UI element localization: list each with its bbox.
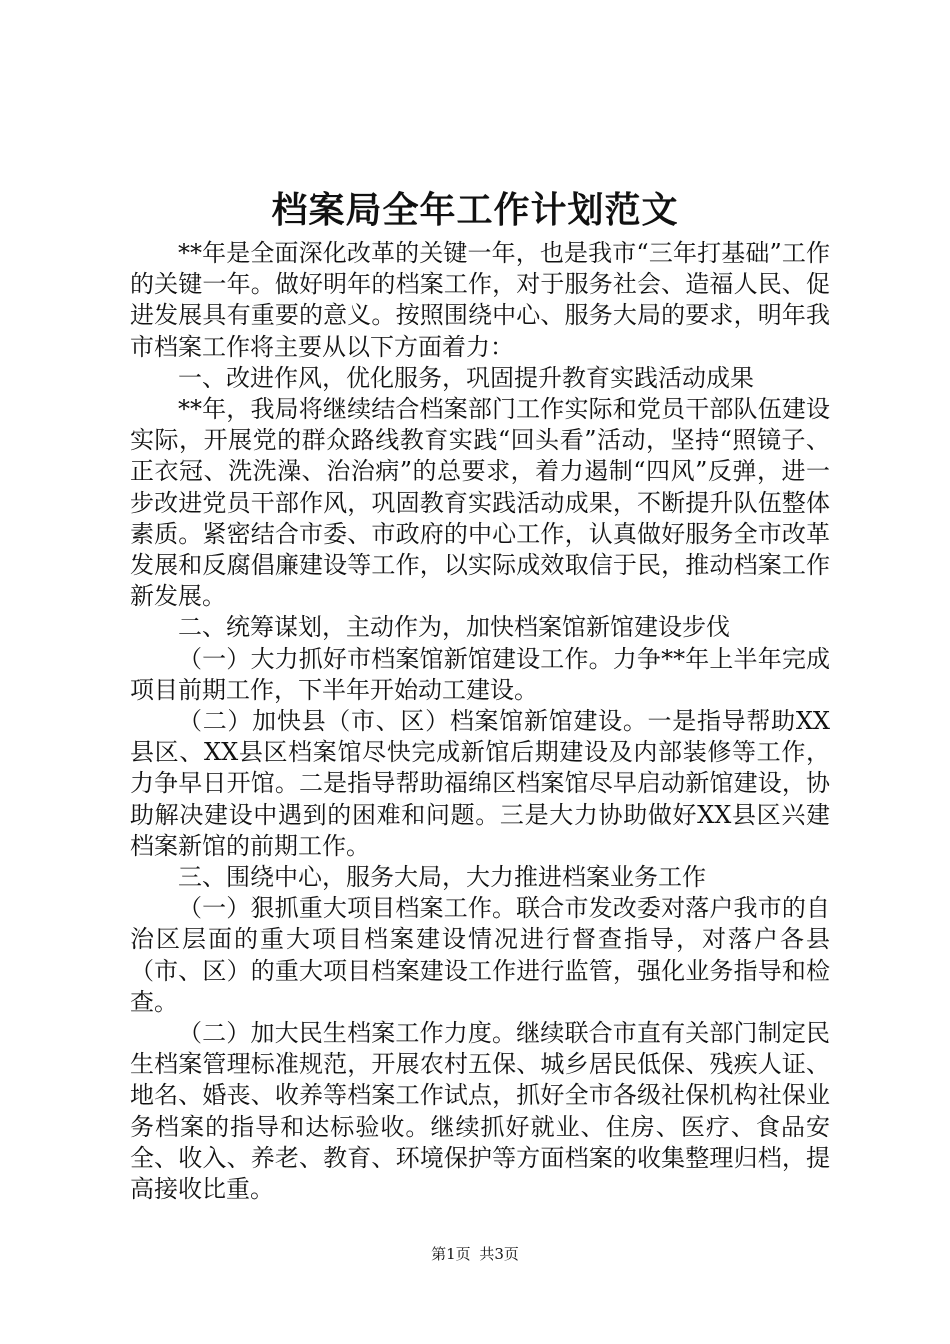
page-number-total: 共3页: [479, 1245, 519, 1263]
paragraph-section-2-item-2: （二）加快县（市、区）档案馆新馆建设。一是指导帮助XX县区、XX县区档案馆尽快完成新馆后期建设及内部装修等工作，力争早日开馆。二是指导帮助福绵区档案馆尽早启动新馆建设，协助解决建设中遇到的困难和问题。三是大力协助做好XX县区兴建档案新馆的前期工作。: [130, 707, 830, 860]
paragraph-intro: **年是全面深化改革的关键一年，也是我市“三年打基础”工作的关键一年。做好明年的档案工作，对于服务社会、造福人民、促进发展具有重要的意义。按照围绕中心、服务大局的要求，明年我市档案工作将主要从以下方面着力：: [130, 239, 830, 361]
paragraph-section-2-item-1: （一）大力抓好市档案馆新馆建设工作。力争**年上半年完成项目前期工作，下半年开始动工建设。: [130, 644, 830, 704]
document-body: [130, 238, 830, 1205]
page-footer: [0, 1244, 950, 1264]
section-heading-3: 三、围绕中心，服务大局，大力推进档案业务工作: [178, 863, 706, 892]
section-heading-1: 一、改进作风，优化服务，巩固提升教育实践活动成果: [178, 363, 754, 392]
document-title: 档案局全年工作计划范文: [271, 189, 679, 231]
section-heading-2: 二、统筹谋划，主动作为，加快档案馆新馆建设步伐: [178, 613, 730, 642]
paragraph-section-1: **年，我局将继续结合档案部门工作实际和党员干部队伍建设实际，开展党的群众路线教育实践“回头看”活动，坚持“照镜子、正衣冠、洗洗澡、治治病”的总要求，着力遏制“四风”反弹，进一步改进党员干部作风，巩固教育实践活动成果，不断提升队伍整体素质。紧密结合市委、市政府的中心工作，认真做好服务全市改革发展和反腐倡廉建设等工作，以实际成效取信于民，推动档案工作新发展。: [130, 395, 830, 611]
page-number-current: 第1页: [431, 1245, 471, 1263]
paragraph-section-3-item-1: （一）狠抓重大项目档案工作。联合市发改委对落户我市的自治区层面的重大项目档案建设情况进行督查指导，对落户各县（市、区）的重大项目档案建设工作进行监管，强化业务指导和检查。: [130, 894, 830, 1016]
paragraph-section-3-item-2: （二）加大民生档案工作力度。继续联合市直有关部门制定民生档案管理标准规范，开展农村五保、城乡居民低保、残疾人证、地名、婚丧、收养等档案工作试点，抓好全市各级社保机构社保业务档案的指导和达标验收。继续抓好就业、住房、医疗、食品安全、收入、养老、教育、环境保护等方面档案的收集整理归档，提高接收比重。: [130, 1019, 830, 1204]
